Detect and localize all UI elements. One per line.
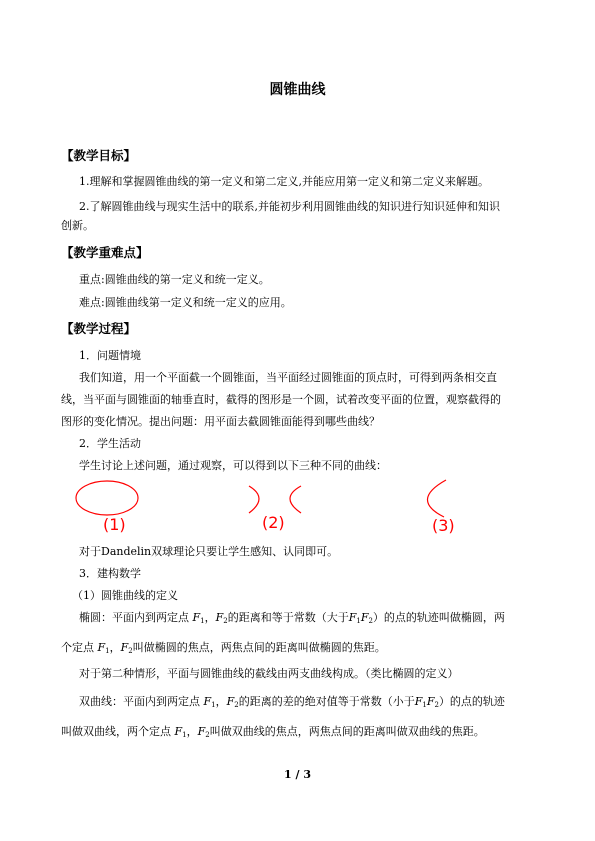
step-3-title: 3．建构数学 [79,567,141,580]
hyperbola-left-branch [249,486,259,513]
figure-label-1: (1) [103,515,126,534]
figure-label-3: (3) [432,516,455,535]
goal-item-2-line1: 2.了解圆锥曲线与现实生活中的联系,并能初步利用圆锥曲线的知识进行知识延伸和知识 [79,200,500,213]
key-focus: 重点:圆锥曲线的第一定义和统一定义。 [79,273,270,286]
step-1-title: 1．问题情境 [79,349,141,362]
key-difficulty: 难点:圆锥曲线第一定义和统一定义的应用。 [79,296,292,309]
step-2-line2: 对于Dandelin双球理论只要让学生感知、认同即可。 [79,545,339,558]
page-title: 圆锥曲线 [269,82,326,98]
hyperbola-def-line2: 叫做双曲线，两个定点 $F_1$，$F_2$叫做双曲线的焦点，两焦点间的距离叫做双曲线的焦距。 [61,725,485,739]
ellipse-def-part5: 叫做椭圆的焦点，两焦点间的距离叫做椭圆的焦距。 [132,641,386,654]
goal-item-1: 1.理解和掌握圆锥曲线的第一定义和第二定义,并能应用第一定义和第二定义来解题。 [79,175,489,188]
hyperbola-def-part2: 的距离的差的绝对值等于常数（小于 [238,695,415,708]
section-heading-key-points: 【教学重难点】 [61,245,149,260]
step-2-line1: 学生讨论上述问题，通过观察，可以得到以下三种不同的曲线： [79,459,387,472]
step-3-sub1: （1）圆锥曲线的定义 [72,589,178,602]
hyperbola-def-line1: 双曲线：平面内到两定点 $F_1$，$F_2$的距离的差的绝对值等于常数（小于$F_1F_2$）的点的轨迹 [79,695,505,709]
section-heading-process: 【教学过程】 [61,321,137,336]
ellipse-def-line2: 个定点 $F_1$，$F_2$叫做椭圆的焦点，两焦点间的距离叫做椭圆的焦距。 [61,641,386,655]
ellipse-def-part2: 的距离和等于常数（大于 [227,611,349,624]
hyperbola-def-part4: 叫做双曲线，两个定点 [61,725,171,738]
step-1-line2: 线，当平面与圆锥面的轴垂直时，截得的图形是一个圆，试着改变平面的位置，观察截得的 [61,393,501,406]
ellipse-def-line1: 椭圆：平面内到两定点 $F_1$，$F_2$的距离和等于常数（大于$F_1F_2$）的点的轨迹叫做椭圆，两 [79,611,505,625]
parabola-curve [427,480,446,517]
hyperbola-right-branch [290,486,301,513]
figure-label-2: (2) [262,513,285,532]
step-1-line1: 我们知道，用一个平面截一个圆锥面，当平面经过圆锥面的顶点时，可得到两条相交直 [79,371,497,384]
step-2-title: 2．学生活动 [79,437,141,450]
hyperbola-def-part1: 双曲线：平面内到两定点 [79,695,200,708]
ellipse-def-part3: ）的点的轨迹叫做椭圆，两 [372,611,505,624]
page-number: 1 / 3 [284,768,311,781]
hyperbola-def-part3: ）的点的轨迹 [438,695,505,708]
goal-item-2-line2: 创新。 [61,219,94,232]
ellipse-curve [76,481,138,515]
ellipse-def-part4: 个定点 [61,641,94,654]
hyperbola-def-part5: 叫做双曲线的焦点，两焦点间的距离叫做双曲线的焦距。 [209,725,485,738]
section-heading-goals: 【教学目标】 [61,148,137,163]
ellipse-def-part1: 椭圆：平面内到两定点 [79,611,189,624]
step-1-line3: 图形的变化情况。提出问题：用平面去截圆锥面能得到哪些曲线？ [61,415,380,428]
second-case-text: 对于第二种情形，平面与圆锥曲线的截线由两支曲线构成。（类比椭圆的定义） [79,667,459,680]
